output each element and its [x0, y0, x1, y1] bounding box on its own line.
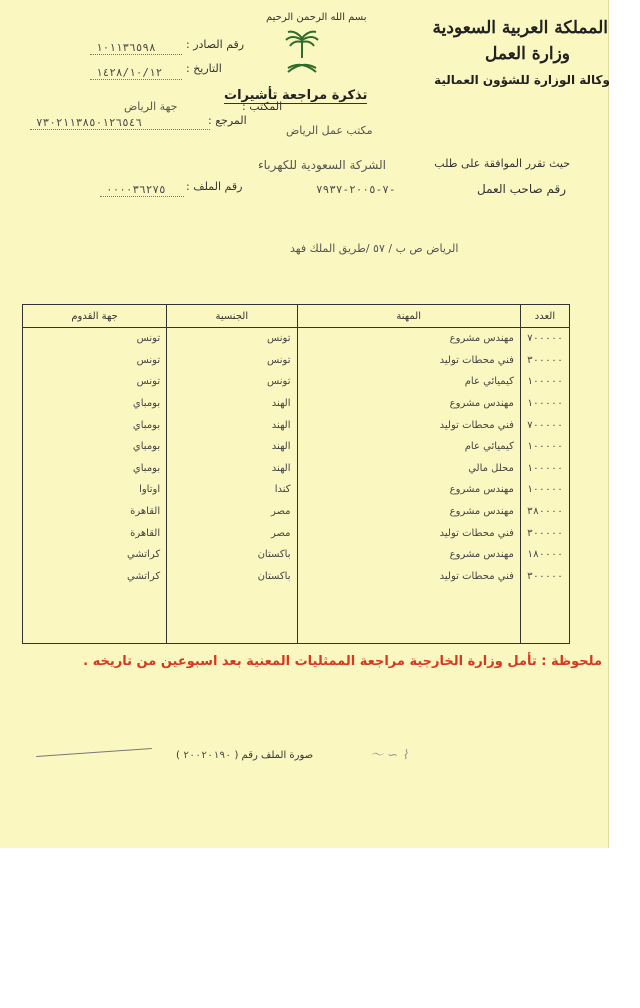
count-cell: ١٠٠٠٠٠ [520, 436, 569, 458]
profession-cell: محلل مالي [297, 458, 520, 480]
file-number-line [100, 196, 184, 197]
file-copy-close: ) [176, 750, 180, 761]
profession-cell: كيميائي عام [297, 371, 520, 393]
file-number-label: رقم الملف : [186, 180, 243, 193]
document-title: تذكرة مراجعة تأشيرات [224, 88, 368, 103]
profession-cell: مهندس مشروع [297, 544, 520, 566]
office-label: المكتب : [242, 100, 283, 113]
count-cell: ١٠٠٠٠٠ [520, 371, 569, 393]
nationality-cell: تونس [167, 371, 297, 393]
kingdom-heading: المملكة العربية السعودية [432, 18, 608, 38]
nationality-cell: تونس [167, 350, 297, 372]
profession-cell: فني محطات توليد [297, 566, 520, 588]
nationality-cell: مصر [167, 522, 297, 544]
arrival-cell: بومباي [23, 436, 167, 458]
handwritten-signature: 〜 ∽ ⌇ [370, 748, 409, 763]
count-cell: ١٨٠٠٠٠ [520, 544, 569, 566]
column-header-nationality: الجنسية [167, 305, 297, 328]
column-header-arrival: جهة القدوم [23, 305, 167, 328]
nationality-cell: الهند [167, 458, 297, 480]
file-copy-text: صورة الملف رقم ( [234, 750, 314, 761]
visa-table [22, 304, 570, 644]
count-cell: ٣٨٠٠٠٠ [520, 501, 569, 523]
profession-cell: كيميائي عام [297, 436, 520, 458]
approval-label: حيث تقرر الموافقة على طلب [434, 157, 570, 170]
arrival-cell: القاهرة [23, 522, 167, 544]
file-copy-label [176, 750, 313, 761]
profession-cell: مهندس مشروع [297, 479, 520, 501]
profession-cell: مهندس مشروع [297, 501, 520, 523]
table-row [23, 544, 570, 566]
profession-cell: مهندس مشروع [297, 393, 520, 415]
date-value: ١٤٢٨/١٠/١٢ [96, 66, 163, 79]
nationality-cell: الهند [167, 436, 297, 458]
arrival-cell: تونس [23, 328, 167, 350]
date-line [90, 79, 182, 80]
nationality-cell: باكستان [167, 544, 297, 566]
office-subtitle: مكتب عمل الرياض [286, 124, 373, 137]
table-row [23, 501, 570, 523]
count-cell: ٧٠٠٠٠٠ [520, 328, 569, 350]
nationality-cell: الهند [167, 393, 297, 415]
column-header-count: العدد [520, 305, 569, 328]
count-cell: ٣٠٠٠٠٠ [520, 522, 569, 544]
empty-cell [23, 587, 167, 643]
arrival-cell: بومباي [23, 414, 167, 436]
ministry-heading: وزارة العمل [485, 44, 570, 64]
count-cell: ٣٠٠٠٠٠ [520, 566, 569, 588]
date-label: التاريخ : [186, 62, 222, 75]
empty-cell [297, 587, 520, 643]
nationality-cell: تونس [167, 328, 297, 350]
count-cell: ٧٠٠٠٠٠ [520, 414, 569, 436]
arrival-cell: القاهرة [23, 501, 167, 523]
count-cell: ١٠٠٠٠٠ [520, 393, 569, 415]
table-row [23, 479, 570, 501]
palm-swords-emblem-icon [282, 28, 322, 76]
count-cell: ١٠٠٠٠٠ [520, 479, 569, 501]
arrival-cell: اوتاوا [23, 479, 167, 501]
empty-cell [520, 587, 569, 643]
office-value: جهة الرياض [124, 100, 178, 113]
table-row [23, 328, 570, 350]
file-copy-number: ٢٠٠٢٠١٩٠ [183, 750, 232, 761]
employer-number-label: رقم صاحب العمل [477, 182, 566, 196]
reference-label: المرجع : [208, 114, 247, 127]
issue-number-line [90, 54, 182, 55]
empty-cell [167, 587, 297, 643]
arrival-cell: بومباي [23, 393, 167, 415]
arrival-cell: كراتشي [23, 566, 167, 588]
company-name-value: الشركة السعودية للكهرباء [258, 158, 386, 172]
bismillah-text: بسم الله الرحمن الرحيم [266, 12, 367, 23]
table-row [23, 414, 570, 436]
profession-cell: فني محطات توليد [297, 350, 520, 372]
nationality-cell: مصر [167, 501, 297, 523]
ministry-note: ملحوظة : تأمل وزارة الخارجية مراجعة الممثليات المعنية بعد اسبوعين من تاريخه . [83, 654, 602, 669]
reference-value: ٧٣٠٢١١٣٨٥٠١٢٦٥٤٦ [36, 116, 142, 129]
table-row [23, 458, 570, 480]
column-header-profession: المهنة [297, 305, 520, 328]
issue-number-label: رقم الصادر : [186, 38, 245, 51]
arrival-cell: تونس [23, 371, 167, 393]
table-row [23, 350, 570, 372]
nationality-cell: كندا [167, 479, 297, 501]
profession-cell: مهندس مشروع [297, 328, 520, 350]
count-cell: ٣٠٠٠٠٠ [520, 350, 569, 372]
reference-line [30, 129, 210, 130]
arrival-cell: تونس [23, 350, 167, 372]
arrival-cell: بومباي [23, 458, 167, 480]
table-row [23, 371, 570, 393]
employer-number-value: ٧-٢٠٠٥-٧٩٣٧- [316, 183, 396, 196]
nationality-cell: باكستان [167, 566, 297, 588]
table-header-row [23, 305, 570, 328]
count-cell: ١٠٠٠٠٠ [520, 458, 569, 480]
table-row [23, 393, 570, 415]
arrival-cell: كراتشي [23, 544, 167, 566]
profession-cell: فني محطات توليد [297, 414, 520, 436]
employer-address: الرياض ص ب / ٥٧ /طريق الملك فهد [290, 242, 459, 255]
issue-number-value: ١٠١١٣٦٥٩٨ [96, 41, 156, 54]
profession-cell: فني محطات توليد [297, 522, 520, 544]
table-row [23, 436, 570, 458]
nationality-cell: الهند [167, 414, 297, 436]
file-number-value: ٠٠٠٠٣٦٢٧٥ [106, 183, 166, 196]
table-row [23, 566, 570, 588]
table-filler-row [23, 587, 570, 643]
agency-heading: وكالة الوزارة للشؤون العمالية [434, 73, 610, 87]
table-row [23, 522, 570, 544]
